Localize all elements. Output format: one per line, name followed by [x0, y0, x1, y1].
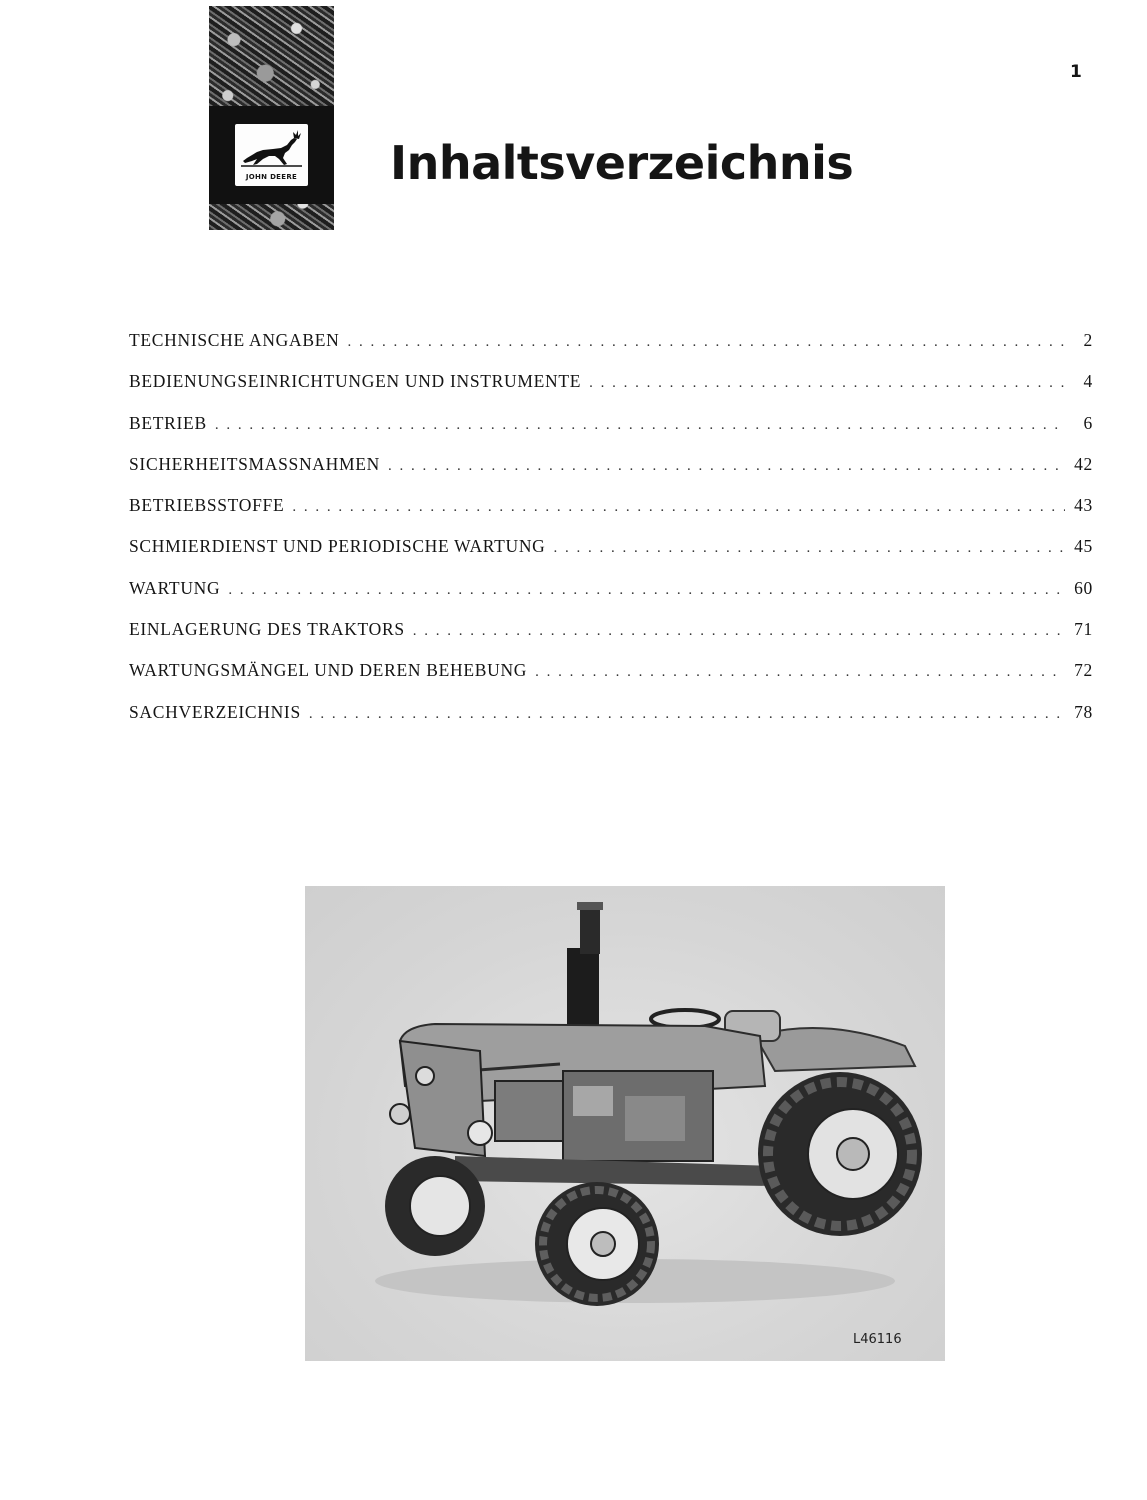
toc-dot-leader — [215, 417, 1065, 434]
tractor-illustration — [305, 886, 945, 1361]
page-number: 1 — [1070, 62, 1082, 82]
toc-entry-label: SICHERHEITSMASSNAHMEN — [129, 453, 380, 474]
toc-entry-label: BETRIEB — [129, 412, 207, 433]
toc-entry — [129, 660, 1093, 701]
toc-entry-label: TECHNISCHE ANGABEN — [129, 330, 340, 350]
toc-entry — [129, 371, 1093, 412]
logo-band — [209, 106, 334, 204]
toc-dot-leader — [292, 499, 1065, 516]
toc-dot-leader — [535, 664, 1065, 681]
toc-entry-page: 71 — [1074, 619, 1093, 640]
toc-entry-page: 45 — [1074, 536, 1093, 557]
toc-entry-page: 6 — [1083, 412, 1093, 433]
tractor-photo — [305, 886, 945, 1361]
toc-entry — [129, 702, 1093, 743]
toc-dot-leader — [309, 706, 1065, 723]
toc-entry — [129, 495, 1093, 536]
john-deere-logo — [209, 6, 334, 230]
toc-dot-leader — [228, 582, 1065, 599]
toc-entry-label: WARTUNG — [129, 577, 221, 598]
toc-entry-label: WARTUNGSMÄNGEL UND DEREN BEHEBUNG — [129, 660, 528, 681]
toc-entry-page: 4 — [1083, 371, 1093, 392]
toc-entry — [129, 454, 1093, 495]
deer-icon — [239, 128, 304, 172]
toc-entry-page: 72 — [1074, 660, 1093, 681]
table-of-contents — [129, 330, 1093, 743]
page-title: Inhaltsverzeichnis — [390, 136, 854, 190]
toc-entry — [129, 413, 1093, 454]
logo-text: JOHN DEERE — [245, 173, 298, 181]
photo-caption: L46116 — [853, 1332, 902, 1347]
toc-dot-leader — [554, 540, 1065, 557]
toc-entry — [129, 536, 1093, 577]
toc-dot-leader — [413, 623, 1065, 640]
toc-entry-label: SCHMIERDIENST UND PERIODISCHE WARTUNG — [129, 536, 546, 557]
toc-entry-page: 2 — [1083, 330, 1093, 350]
toc-dot-leader — [589, 375, 1065, 392]
toc-entry-page: 43 — [1074, 495, 1093, 516]
toc-entry-page: 78 — [1074, 701, 1093, 722]
toc-entry — [129, 330, 1093, 371]
toc-entry-label: BETRIEBSSTOFFE — [129, 495, 285, 516]
toc-entry — [129, 578, 1093, 619]
toc-entry-page: 42 — [1074, 453, 1093, 474]
toc-dot-leader — [388, 458, 1065, 475]
toc-dot-leader — [347, 334, 1065, 351]
toc-entry-page: 60 — [1074, 577, 1093, 598]
toc-entry-label: SACHVERZEICHNIS — [129, 701, 301, 722]
toc-entry-label: BEDIENUNGSEINRICHTUNGEN UND INSTRUMENTE — [129, 371, 582, 392]
toc-entry-label: EINLAGERUNG DES TRAKTORS — [129, 619, 405, 640]
logo-plate — [233, 122, 310, 188]
toc-entry — [129, 619, 1093, 660]
